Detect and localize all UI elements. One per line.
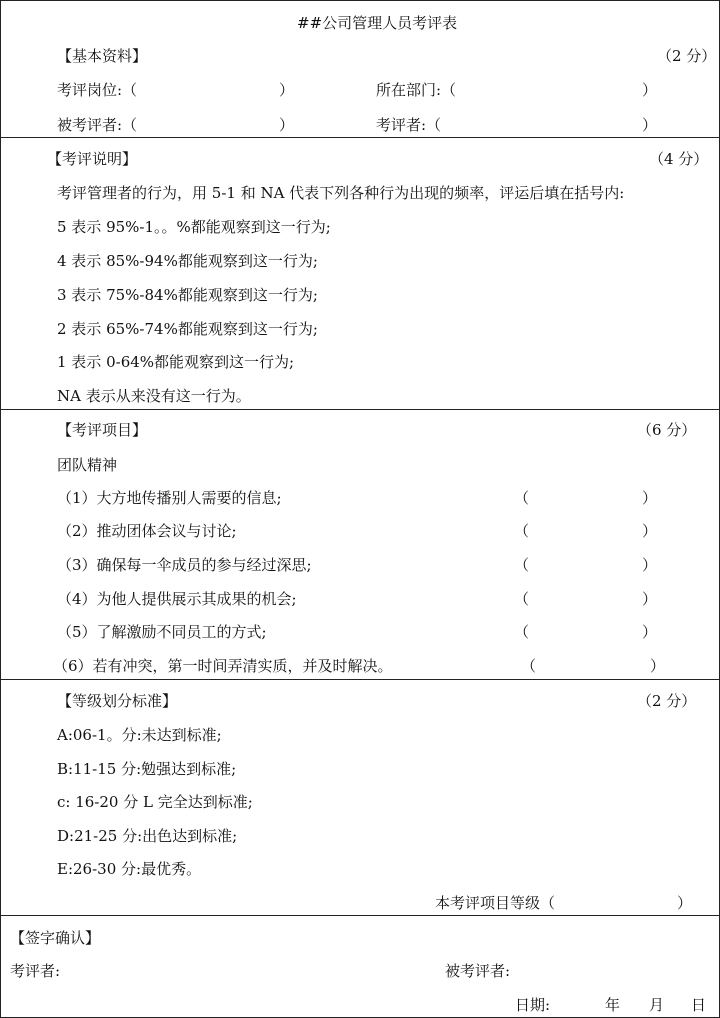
grades-points: （2 分） [637, 692, 697, 710]
items-points: （6 分） [637, 421, 697, 439]
department-field-close: ） [642, 81, 658, 99]
items-header: 【考评项目】 [57, 421, 148, 439]
instruction-line: 考评管理者的行为，用 5-1 和 NA 代表下列各种行为出现的频率，评运后填在括号内: [57, 184, 625, 202]
evaluator-field-close: ） [642, 116, 658, 134]
date-year: 年 [605, 996, 621, 1014]
item-text: （6）若有冲突，第一时间弄清实质，并及时解决。 [53, 657, 393, 675]
section-divider [1, 137, 719, 138]
grade-line: c: 16-20 分 L 完全达到标准; [57, 793, 253, 811]
item-text: （5）了解激励不同员工的方式; [57, 623, 267, 641]
evaluator-sign-label: 考评者: [10, 962, 61, 980]
evaluatee-label: 被考评者:（ [57, 116, 138, 134]
evaluatee-sign-label: 被考评者: [445, 962, 511, 980]
instruction-line: 5 表示 95%-1。。%都能观察到这一行为; [57, 218, 331, 236]
item-score-close: ） [642, 489, 658, 507]
items-group-title: 团队精神 [57, 456, 118, 474]
section-divider [1, 409, 719, 410]
date-month: 月 [649, 996, 665, 1014]
basic-info-header: 【基本资料】 [57, 47, 148, 65]
item-score-open: （ [514, 623, 530, 641]
instruction-line: 4 表示 85%-94%都能观察到这一行为; [57, 252, 318, 270]
date-label: 日期: [515, 996, 551, 1014]
item-score-open: （ [514, 489, 530, 507]
evaluator-label: 考评者:（ [376, 116, 442, 134]
item-score-close: ） [642, 522, 658, 540]
section-divider [1, 679, 719, 680]
item-score-close: ） [650, 657, 666, 675]
instruction-line: NA 表示从来没有这一行为。 [57, 387, 251, 405]
item-score-close: ） [642, 556, 658, 574]
item-text: （1）大方地传播别人需要的信息; [57, 489, 282, 507]
grade-result-close: ） [677, 894, 693, 912]
item-text: （4）为他人提供展示其成果的机会; [57, 590, 297, 608]
item-score-close: ） [642, 623, 658, 641]
sign-header: 【签字确认】 [10, 929, 101, 947]
grade-line: A:06-1。分:未达到标准; [57, 726, 222, 744]
instruction-line: 1 表示 0-64%都能观察到这一行为; [57, 353, 295, 371]
instructions-points: （4 分） [649, 150, 709, 168]
item-score-open: （ [514, 590, 530, 608]
item-score-close: ） [642, 590, 658, 608]
instruction-line: 2 表示 65%-74%都能观察到这一行为; [57, 320, 318, 338]
item-score-open: （ [514, 556, 530, 574]
position-field-close: ） [279, 81, 295, 99]
item-text: （2）推动团体会议与讨论; [57, 522, 237, 540]
form-title: ##公司管理人员考评表 [297, 14, 458, 32]
item-text: （3）确保每一伞成员的参与经过深思; [57, 556, 312, 574]
grades-header: 【等级划分标准】 [57, 692, 178, 710]
evaluatee-field-close: ） [279, 116, 295, 134]
item-score-open: （ [514, 522, 530, 540]
basic-info-points: （2 分） [657, 47, 717, 65]
grade-line: B:11-15 分:勉强达到标准; [57, 760, 237, 778]
grade-line: E:26-30 分:最优秀。 [57, 860, 202, 878]
item-score-open: （ [521, 657, 537, 675]
instruction-line: 3 表示 75%-84%都能观察到这一行为; [57, 286, 318, 304]
department-label: 所在部门:（ [376, 81, 457, 99]
date-day: 日 [691, 996, 707, 1014]
grade-line: D:21-25 分:出色达到标准; [57, 827, 238, 845]
instructions-header: 【考评说明】 [47, 150, 138, 168]
position-label: 考评岗位:（ [57, 81, 138, 99]
grade-result-label: 本考评项目等级（ [435, 894, 556, 912]
section-divider [1, 915, 719, 916]
